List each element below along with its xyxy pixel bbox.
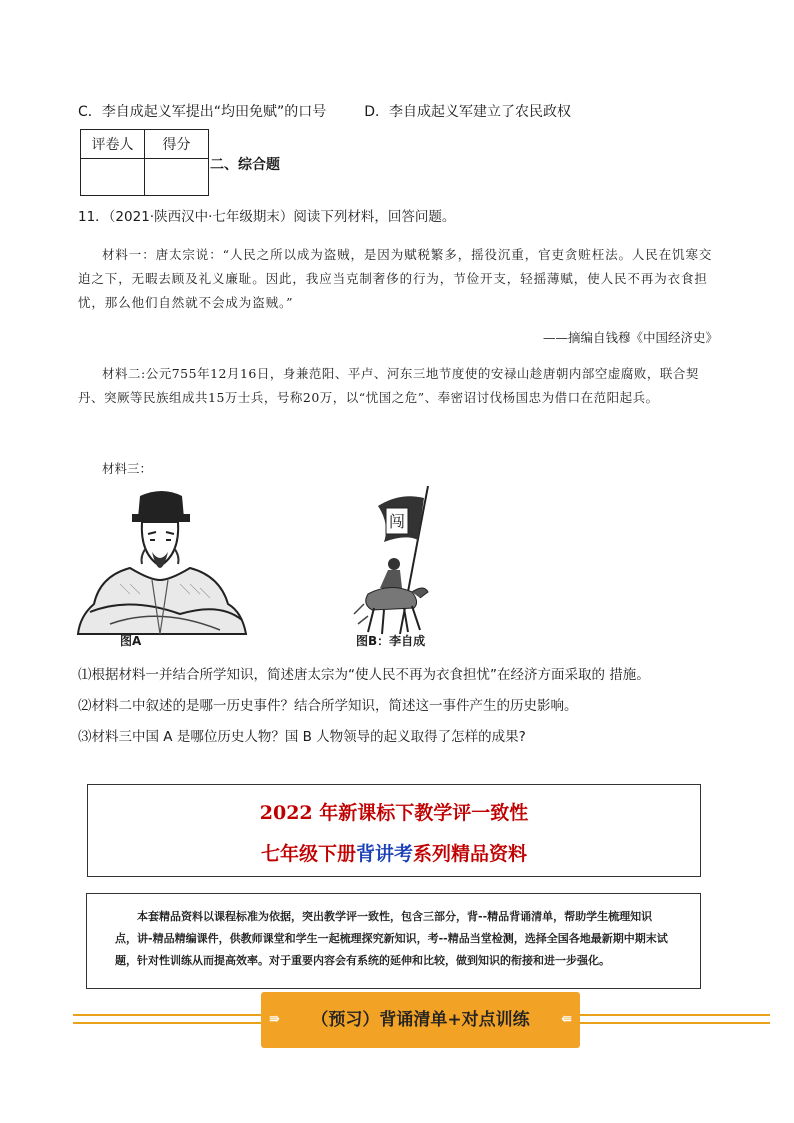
material-three-label: 材料三：: [102, 461, 153, 476]
promo-title-box: [87, 784, 701, 877]
sub-question-2: ⑵材料二中叙述的是哪一历史事件？结合所学知识，简述这一事件产生的历史影响。: [78, 698, 578, 714]
score-table: [80, 129, 209, 196]
figure-b-caption: 图B：李自成: [356, 634, 426, 648]
promo-title-line2-a: 七年级下册: [260, 843, 356, 865]
material-one: 材料一：唐太宗说：“人民之所以成为盗贼，是因为赋税繁多，摇役沉重，官吏贪赃枉法。人民在饥寒交迫之下，无暇去顾及礼义廉耻。因此，我应当克制奢侈的行为，节俭开支，轻摇薄赋，使人民不再为衣食担忧，那么他们自然就不会成为盗贼。”: [78, 247, 713, 310]
material-two: 材料二:公元755年12月16日，身兼范阳、平卢、河东三地节度使的安禄山趁唐朝内部空虚腐败，联合契丹、突厥等民族组成共15万士兵，号称20万，以“忧国之危”、奉密诏讨伐杨国忠为借口在范阳起兵。: [78, 366, 699, 405]
score-table-score-cell: [145, 159, 209, 196]
figure-a-caption: 图A: [120, 634, 142, 648]
option-d: D．李自成起义军建立了农民政权: [364, 104, 572, 120]
promo-title-line2: [88, 839, 700, 866]
score-table-grader-cell: [81, 159, 145, 196]
figure-a-portrait: [70, 484, 255, 647]
score-table-score-header: 得分: [145, 130, 209, 159]
promo-banner-label: （预习）背诵清单+对点训练: [311, 1010, 530, 1030]
promo-title-line1: 2022 年新课标下教学评一致性: [259, 802, 529, 824]
arrow-left-icon: ⇚: [561, 1012, 572, 1027]
question-options: [78, 101, 678, 121]
promo-description-box: 本套精品资料以课程标准为依据，突出教学评一致性，包含三部分，背--精品背诵清单，帮助学生梳理知识点，讲-精品精编课件，供教师课堂和学生一起梳理探究新知识，考--精品当堂检测，选择全国各地最新期中期末试题，针对性训练从而提高效率。对于重要内容会有系统的延伸和比较，做到知识的衔接和进一步强化。: [86, 893, 701, 989]
option-c: C．李自成起义军提出“均田免赋”的口号: [78, 104, 327, 120]
promo-title-line2-b: 背讲考: [355, 843, 413, 865]
figure-b-rider: [350, 484, 440, 647]
promo-banner: [261, 992, 580, 1048]
sub-question-1: ⑴根据材料一并结合所学知识，简述唐太宗为“使人民不再为衣食担忧”在经济方面采取的 措施。: [78, 667, 650, 683]
material-one-source: ——摘编自钱穆《中国经济史》: [542, 330, 718, 345]
score-table-grader-header: 评卷人: [81, 130, 145, 159]
sub-question-3: ⑶材料三中国 A 是哪位历史人物？国 B 人物领导的起义取得了怎样的成果?: [78, 729, 526, 745]
section-title: 二、综合题: [210, 157, 280, 173]
figure-b-flag-text: 闯: [388, 512, 406, 531]
arrow-right-icon: ⇛: [269, 1012, 280, 1027]
promo-title-line2-c: 系列精品资料: [413, 843, 528, 865]
question-11-stem: 11．（2021·陕西汉中·七年级期末）阅读下列材料，回答问题。: [78, 209, 456, 225]
